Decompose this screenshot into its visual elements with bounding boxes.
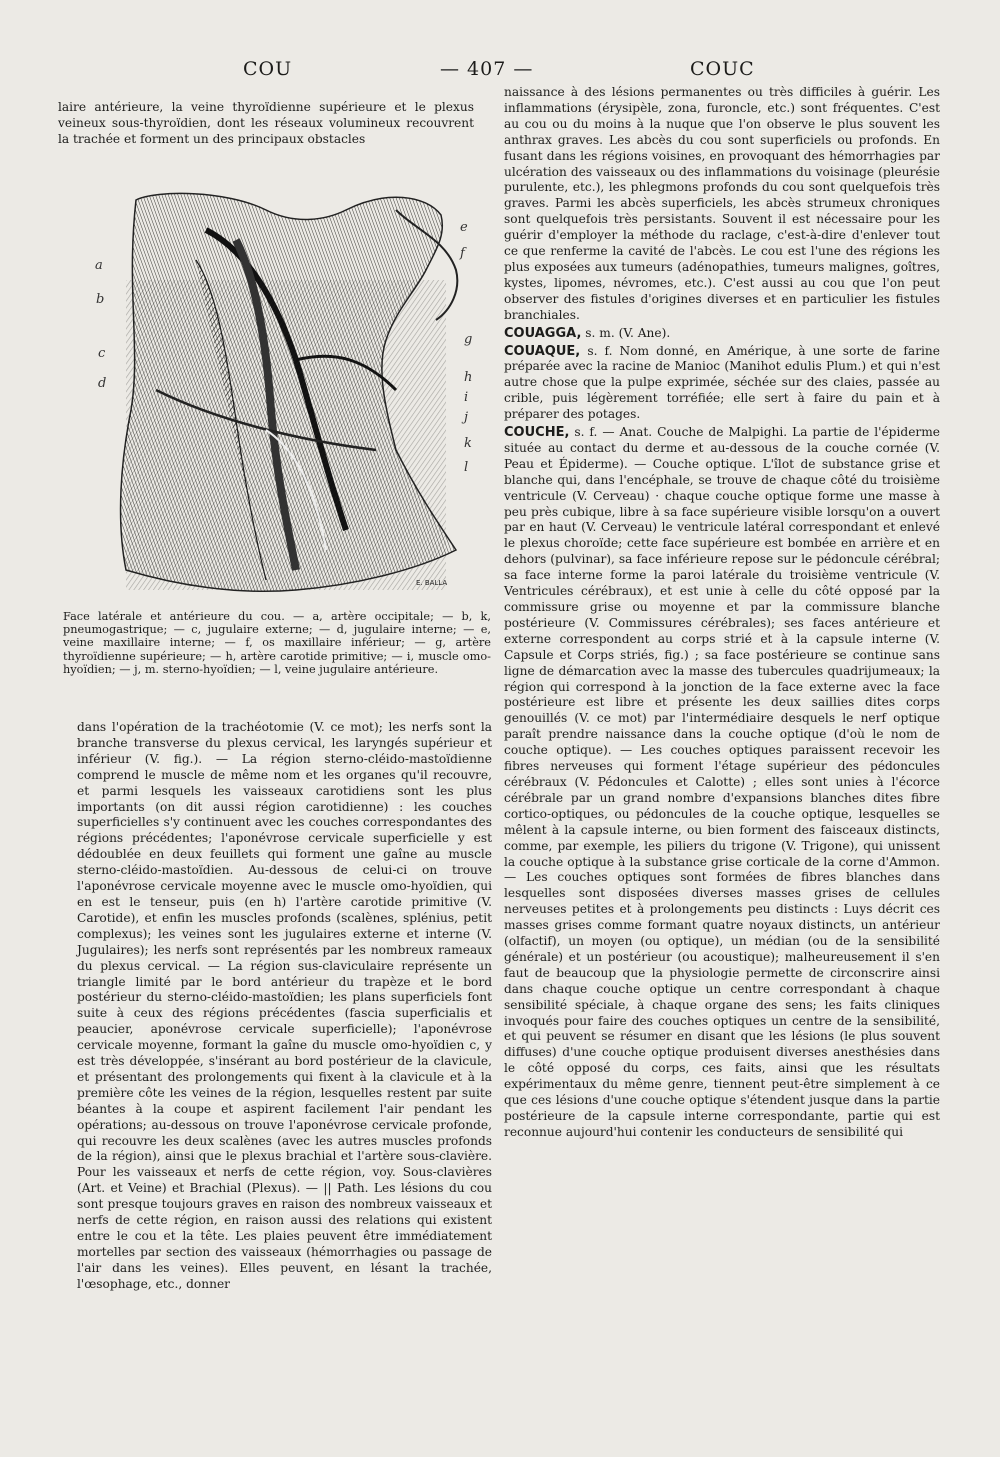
entry-couche — [504, 425, 940, 1141]
neck-engraving — [96, 190, 496, 608]
figure-label-g: g — [464, 332, 473, 347]
entry-couagga-body: s. m. (V. Ane). — [581, 325, 671, 340]
figure-label-d: d — [98, 376, 107, 391]
page-number: — 407 — — [440, 58, 534, 80]
entry-couche-body: s. f. — Anat. Couche de Malpighi. La partie de l'épiderme située au contact du derme et au-dessous de la couche cornée (V. Peau et Épiderme). — Couche optique. L'îlot de substance grise et blanche qui, dans l'encéphale, se trouve de chaque côté du troisième ventricule (V. Cerveau) · chaque couche optique forme une masse à peu près cubique, libre à sa face supérieure visible lorsqu'on a ouvert par en haut (V. Cerveau) le ventricule latéral correspondant et enlevé le plexus choroïde; cette face supérieure est bombée en arrière et en dehors (pulvinar), sa face inférieure repose sur le pédoncule cérébral; sa face interne forme la paroi latérale du troisième ventricule (V. Ventricules cérébraux), et est unie à celle du côté opposé par la commissure grise ou moyenne et par la commissure blanche postérieure (V. Commissures cérébrales); ses faces antérieure et externe correspondent au corps strié et à la capsule interne (V. Capsule et Corps striés, fig.) ; sa face postérieure se continue sans ligne de démarcation avec la masse des tubercules quadrijumeaux; la région qui correspond à la jonction de la face externe avec la face postérieure est libre et présente les deux saillies dites corps genouillés (V. ce mot) par l'intermédiaire desquels le nerf optique paraît prendre naissance dans la couche optique (d'où le nom de couche optique). — Les couches optiques paraissent recevoir les fibres nerveuses qui forment l'étage supérieur des pédoncules cérébraux (V. Pédoncules et Calotte) ; elles sont unies à l'écorce cérébrale par un grand nombre d'expansions blanches dites fibre cortico-optiques, ou pédoncules de la couche optique, lesquelles se mêlent à la capsule interne, ou bien forment des faisceaux distincts, comme, par exemple, les piliers du trigone (V. Trigone), qui unissent la couche optique à la substance grise corticale de la corne d'Ammon. — Les couches optiques sont formées de fibres blanches dans lesquelles sont disposées diverses masses grises de cellules nerveuses petites et à prolongements peu distincts : Luys décrit ces masses grises comme formant quatre noyaux distincts, un antérieur (olfactif), un moyen (ou optique), un médian (ou de la sensibilité générale) et un postérieur (ou acoustique); malheureusement il s'en faut de beaucoup que la physiologie permette de circonscrire ainsi dans chaque couche optique un centre correspondant à chaque sensibilité spéciale, à chaque organe des sens; les faits cliniques invoqués pour faire des couches optiques un centre de la sensibilité, et qui peuvent se résumer en disant que les lésions (le plus souvent diffuses) d'une couche optique produisent diverses anesthésies dans le côté opposé du corps, ces faits, ainsi que les résultats expérimentaux du même genre, tiennent peut-être simplement à ce que ces lésions d'une couche optique s'étendent jusque dans la partie postérieure de la capsule interne correspondante, partie qui est reconnue aujourd'hui contenir les conducteurs de sensibilité qui — [504, 425, 940, 1139]
headword-couaque: COUAQUE, — [504, 343, 581, 359]
right-column — [504, 85, 940, 1141]
figure-label-l: l — [464, 460, 469, 475]
figure-label-i: i — [464, 390, 469, 405]
left-column-top — [58, 100, 474, 148]
figure-label-k: k — [464, 436, 472, 451]
figure-label-j: j — [464, 410, 469, 425]
figure-label-a: a — [95, 258, 103, 273]
figure-label-b: b — [96, 292, 105, 307]
running-head-right: COUC — [690, 58, 755, 80]
left-bottom-paragraph: dans l'opération de la trachéotomie (V. ce mot); les nerfs sont la branche transverse du plexus cervical, les laryngés supérieur et inférieur (V. fig.). — La région sterno-cléido-mastoïdienne comprend le muscle de même nom et les organes qu'il recouvre, et parmi lesquels les vaisseaux carotidiens sont les plus importants (on dit aussi région carotidienne) : les couches superficielles s'y continuent avec les couches correspondantes des régions précédentes; l'aponévrose cervicale superficielle y est dédoublée en deux feuillets qui forment une gaîne au muscle sterno-cléido-mastoïdien. Au-dessous de celui-ci on trouve l'aponévrose cervicale moyenne avec le muscle omo-hyoïdien, qui en est le tenseur, puis (en h) l'artère carotide primitive (V. Carotide), et enfin les muscles profonds (scalènes, splénius, petit complexus); les veines sont les jugulaires externe et interne (V. Jugulaires); les nerfs sont représentés par les nombreux rameaux du plexus cervical. — La région sus-claviculaire représente un triangle limité par le bord antérieur du trapèze et le bord postérieur du sterno-cléido-mastoïdien; les plans superficiels font suite à ceux des régions précédentes (fascia superficialis et peaucier, aponévrose cervicale superficielle); l'aponévrose cervicale moyenne, formant la gaîne du muscle omo-hyoïdien c, y est très développée, s'insérant au bord postérieur de la clavicule, et présentant des prolongements qui fixent à la clavicule et à la première côte les veines de la région, lesquelles restent par suite béantes à la coupe et aspirent facilement l'air pendant les opérations; au-dessous on trouve l'aponévrose cervicale profonde, qui recouvre les deux scalènes (avec les autres muscles profonds de la région), ainsi que le plexus brachial et l'artère sous-clavière. Pour les vaisseaux et nerfs de cette région, voy. Sous-clavières (Art. et Veine) et Brachial (Plexus). — || Path. Les lésions du cou sont presque toujours graves en raison des nombreux vaisseaux et nerfs de cette région, en raison aussi des relations qui existent entre le cou et la tête. Les plaies peuvent être immédiatement mortelles par section des vaisseaux (hémorrhagies ou passage de l'air dans les veines). Elles peuvent, en lésant la trachée, l'œsophage, etc., donner — [77, 720, 492, 1291]
figure-label-h: h — [464, 370, 473, 385]
figure-caption: Face latérale et antérieure du cou. — a, artère occipitale; — b, k, pneumogastrique; — c, jugulaire externe; — d, jugulaire interne; — e, veine maxillaire interne; — f, os maxillaire inférieur; — g, artère thyroïdienne supérieure; — h, artère carotide primitive; — i, muscle omo-hyoïdien; — j, m. sterno-hyoïdien; — l, veine jugulaire antérieure. — [63, 610, 491, 676]
figure-label-e: e — [460, 220, 468, 235]
entry-couagga — [504, 326, 940, 342]
engraver-signature: E. BALLA — [416, 579, 448, 587]
headword-couagga: COUAGGA, — [504, 325, 582, 341]
anatomical-figure — [96, 190, 496, 608]
left-column-bottom — [77, 720, 492, 1293]
tissue-shading — [126, 280, 446, 590]
entry-couaque — [504, 344, 940, 424]
headword-couche: COUCHE, — [504, 425, 570, 441]
figure-label-c: c — [98, 346, 106, 361]
left-top-paragraph: laire antérieure, la veine thyroïdienne supérieure et le plexus veineux sous-thyroïdien, dont les réseaux volumineux recouvrent la trachée et forment un des principaux obstacles — [58, 100, 474, 146]
running-head-left: COU — [243, 58, 293, 80]
right-intro-paragraph: naissance à des lésions permanentes ou très difficiles à guérir. Les inflammations (érysipèle, zona, furoncle, etc.) sont fréquentes. C'est au cou ou du moins à la nuque que l'on observe le plus souvent les anthrax graves. Les abcès du cou sont superficiels ou profonds. En fusant dans les régions voisines, en provoquant des hémorrhagies par ulcération des vaisseaux ou des inflammations du voisinage (pleurésie purulente, etc.), les phlegmons profonds du cou sont quelquefois très graves. Parmi les abcès superficiels, les abcès strumeux chroniques sont quelquefois très persistants. Souvent il est nécessaire pour les guérir d'employer la méthode du raclage, c'est-à-dire d'enlever tout ce que renferme la cavité de l'abcès. Le cou est l'une des régions les plus exposées aux tumeurs (adénopathies, tumeurs malignes, goîtres, kystes, lipomes, névromes, etc.). C'est aussi au cou que l'on peut observer des fistules d'origines diverses et en particulier les fistules branchiales. — [504, 85, 940, 322]
figure-label-f: f — [460, 246, 465, 261]
entry-couaque-body: s. f. Nom donné, en Amérique, à une sorte de farine préparée avec la racine de Manioc (Manihot edulis Plum.) et qui n'est autre chose que la pulpe exprimée, séchée sur des claies, passée au crible, puis légèrement torréfiée; elle sert à faire du pain et à préparer des potages. — [504, 343, 940, 422]
